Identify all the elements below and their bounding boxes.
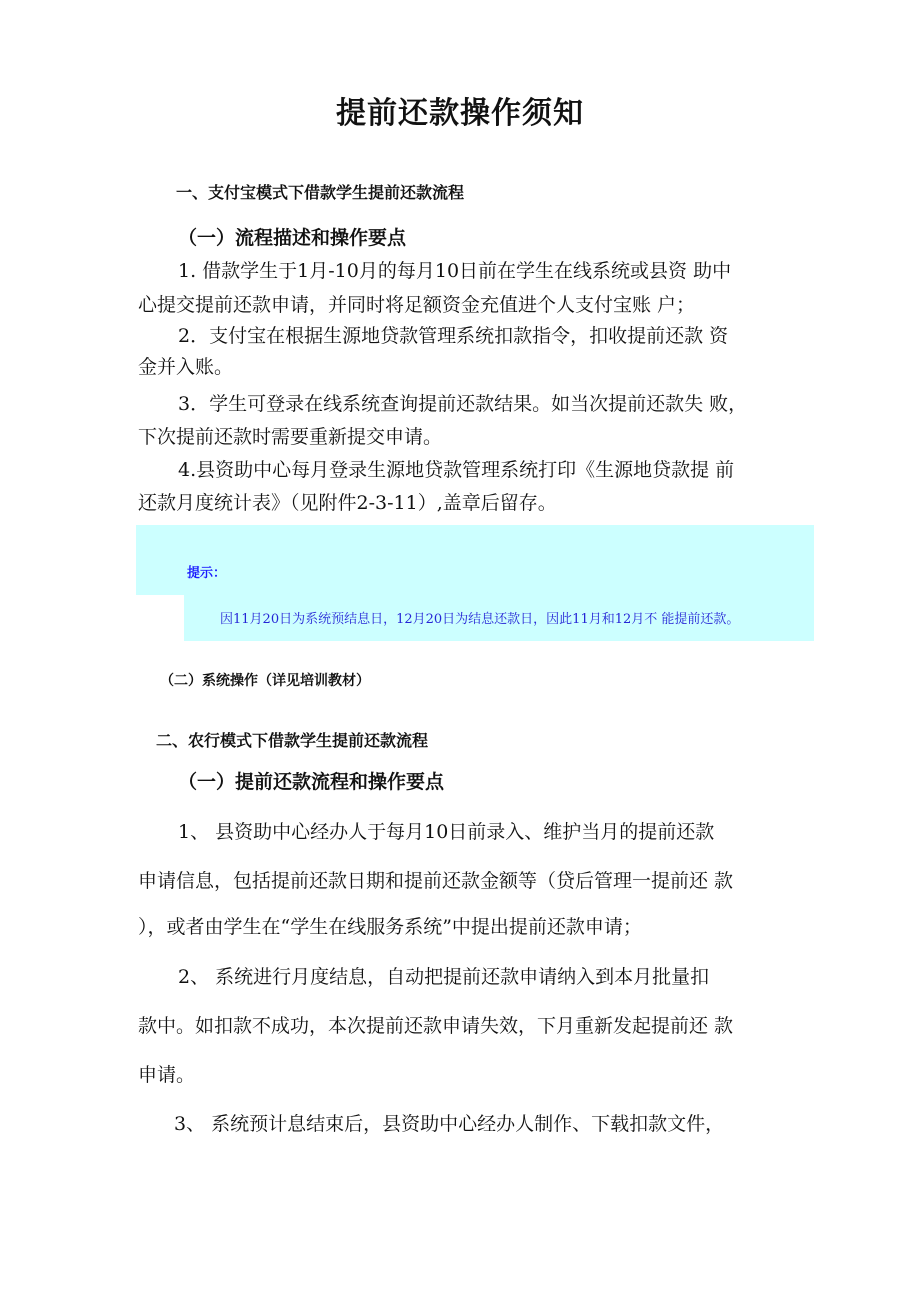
tip-label: 提示： bbox=[187, 566, 227, 581]
section-1-heading: 一、支付宝模式下借款学生提前还款流程 bbox=[176, 183, 465, 202]
section-1-sub-1-heading: （一）流程描述和操作要点 bbox=[178, 227, 407, 249]
section-1-paragraph-line: 下次提前还款时需要重新提交申请。 bbox=[138, 426, 443, 448]
section-2-paragraph-line: 款中。如扣款不成功，本次提前还款申请失效，下月重新发起提前还 款 bbox=[138, 1015, 734, 1037]
section-1-paragraph-line: 还款月度统计表》（见附件2-3-11）,盖章后留存。 bbox=[138, 492, 557, 514]
section-1-paragraph-line: 1. 借款学生于1月-10月的每月10日前在学生在线系统或县资 助中 bbox=[178, 260, 732, 282]
section-1-paragraph-line: 2．支付宝在根据生源地贷款管理系统扣款指令，扣收提前还款 资 bbox=[178, 325, 729, 347]
page-title: 提前还款操作须知 bbox=[336, 96, 584, 131]
section-1-paragraph-line: 4.县资助中心每月登录生源地贷款管理系统打印《生源地贷款提 前 bbox=[178, 459, 735, 481]
section-2-paragraph-line: 3、 系统预计息结束后，县资助中心经办人制作、下载扣款文件， bbox=[174, 1113, 725, 1135]
tip-box bbox=[136, 525, 814, 595]
section-2-paragraph-line: 1、 县资助中心经办人于每月10日前录入、维护当月的提前还款 bbox=[178, 821, 715, 843]
section-2-paragraph-line: ），或者由学生在“学生在线服务系统”中提出提前还款申请； bbox=[138, 916, 642, 938]
section-2-sub-1-heading: （一）提前还款流程和操作要点 bbox=[178, 771, 445, 793]
section-1-paragraph-line: 3．学生可登录在线系统查询提前还款结果。如当次提前还款失 败， bbox=[178, 393, 748, 415]
section-2-heading: 二、农行模式下借款学生提前还款流程 bbox=[156, 731, 429, 750]
section-1-paragraph-line: 金并入账。 bbox=[138, 356, 234, 378]
tip-text: 因11月20日为系统预结息日，12月20日为结息还款日，因此11月和12月不 能提前还款。 bbox=[220, 612, 740, 627]
section-2-paragraph-line: 申请。 bbox=[138, 1064, 196, 1086]
section-2-paragraph-line: 2、 系统进行月度结息，自动把提前还款申请纳入到本月批量扣 bbox=[178, 966, 710, 988]
section-2-paragraph-line: 申请信息，包括提前还款日期和提前还款金额等（贷后管理一提前还 款 bbox=[138, 870, 734, 892]
section-1-sub-2-heading: （二）系统操作（详见培训教材） bbox=[160, 673, 370, 689]
section-1-paragraph-line: 心提交提前还款申请，并同时将足额资金充值进个人支付宝账 户； bbox=[138, 294, 696, 316]
